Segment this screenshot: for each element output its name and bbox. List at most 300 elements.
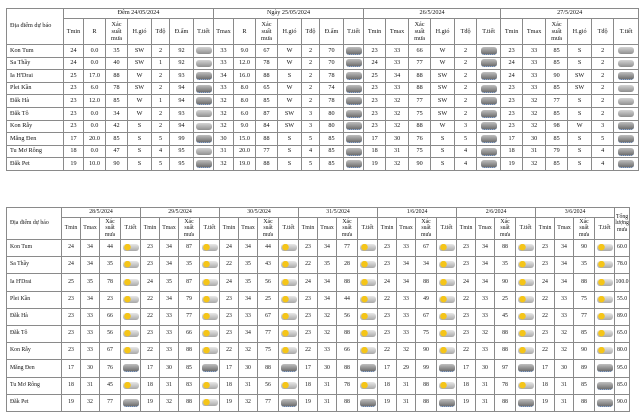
data-cell: 32: [523, 158, 546, 171]
rain-cloud-icon: [481, 148, 497, 156]
data-cell: 77: [574, 308, 595, 325]
partly-sunny-icon: [123, 330, 139, 337]
data-cell: 88: [495, 240, 516, 257]
column-header: Xác suất mưa: [495, 218, 516, 240]
data-cell: 33: [386, 45, 409, 58]
rain-cloud-icon: [618, 122, 634, 130]
weather-icon-cell: [121, 291, 141, 308]
data-cell: 77: [258, 325, 279, 342]
column-header: Tđộ: [152, 19, 170, 45]
data-cell: 98: [546, 120, 568, 133]
partly-sunny-icon: [281, 313, 297, 320]
partly-sunny-icon: [360, 347, 376, 354]
data-cell: 32: [81, 394, 100, 411]
data-cell: S: [568, 145, 592, 158]
data-cell: 23: [364, 45, 386, 58]
column-header: Xác suất mưa: [574, 218, 595, 240]
data-cell: 24: [299, 274, 318, 291]
data-cell: 22: [457, 291, 476, 308]
day-header: 1/6/2024: [378, 208, 457, 218]
column-header: Tđộ: [302, 19, 320, 45]
column-header: T.tiết: [279, 218, 299, 240]
rain-cloud-icon: [618, 72, 634, 80]
forecast-table-short-range: [6, 8, 639, 171]
data-cell: W: [568, 120, 592, 133]
partly-sunny-icon: [439, 261, 455, 268]
data-cell: 77: [409, 57, 431, 70]
data-cell: 2: [455, 107, 477, 120]
data-cell: 19: [64, 158, 84, 171]
data-cell: 30: [239, 360, 258, 377]
data-cell: 23: [220, 325, 239, 342]
data-cell: 90: [574, 240, 595, 257]
data-cell: S: [128, 158, 152, 171]
data-cell: 32: [214, 120, 234, 133]
data-cell: 24: [536, 274, 555, 291]
data-cell: 22: [378, 291, 397, 308]
partly-sunny-icon: [360, 261, 376, 268]
column-header: Tmin: [501, 19, 523, 45]
data-cell: 19: [536, 394, 555, 411]
data-cell: 0.0: [84, 120, 106, 133]
weather-icon-cell: [344, 57, 364, 70]
weather-icon-cell: [121, 394, 141, 411]
weather-icon-cell: [595, 274, 615, 291]
data-cell: 19: [220, 394, 239, 411]
column-header: H.gió: [128, 19, 152, 45]
weather-icon-cell: [437, 308, 457, 325]
partly-sunny-icon: [518, 279, 534, 286]
data-cell: SW: [568, 70, 592, 83]
location-name: Đăk Tô: [7, 107, 64, 120]
data-cell: 95: [170, 158, 194, 171]
data-cell: 22: [220, 257, 239, 274]
data-cell: 23: [501, 107, 523, 120]
data-cell: 28: [337, 257, 358, 274]
weather-icon-cell: [437, 257, 457, 274]
data-cell: 32: [386, 120, 409, 133]
data-cell: 5: [302, 158, 320, 171]
weather-icon-cell: [358, 291, 378, 308]
data-cell: 34: [160, 291, 179, 308]
data-cell: 24: [141, 274, 160, 291]
data-cell: 88: [409, 120, 431, 133]
table-row: [7, 107, 639, 120]
weather-icon-cell: [194, 82, 214, 95]
location-name: Plei Kần: [7, 291, 62, 308]
weather-icon-cell: [194, 95, 214, 108]
data-cell: 78: [256, 57, 278, 70]
data-cell: 45: [495, 308, 516, 325]
data-cell: 24: [220, 240, 239, 257]
table-row: [7, 145, 639, 158]
data-cell: SW: [431, 107, 455, 120]
data-cell: 24: [64, 57, 84, 70]
total-rain-cell: 89.0: [615, 308, 630, 325]
partly-sunny-icon: [360, 296, 376, 303]
partly-sunny-icon: [439, 313, 455, 320]
data-cell: 47: [106, 145, 128, 158]
data-cell: 40: [106, 57, 128, 70]
partly-sunny-icon: [202, 347, 218, 354]
data-cell: 10.0: [84, 158, 106, 171]
data-cell: 23: [141, 325, 160, 342]
data-cell: 30: [555, 360, 574, 377]
data-cell: 3: [302, 107, 320, 120]
data-cell: 95: [170, 145, 194, 158]
data-cell: 33: [160, 325, 179, 342]
data-cell: 88: [409, 82, 431, 95]
data-cell: 67: [100, 343, 121, 360]
weather-icon-cell: [614, 107, 639, 120]
data-cell: 31: [476, 394, 495, 411]
data-cell: 23: [457, 240, 476, 257]
data-cell: 75: [574, 291, 595, 308]
data-cell: 85: [320, 133, 344, 146]
weather-icon-cell: [516, 325, 536, 342]
data-cell: 78: [100, 274, 121, 291]
data-cell: 22: [536, 291, 555, 308]
data-cell: 85: [320, 158, 344, 171]
location-name: Tu Mơ Rông: [7, 377, 62, 394]
data-cell: 88: [106, 70, 128, 83]
data-cell: 23: [64, 107, 84, 120]
partly-sunny-icon: [597, 261, 613, 268]
data-cell: 33: [81, 325, 100, 342]
cloudy-icon: [196, 47, 212, 54]
rain-cloud-icon: [597, 382, 613, 390]
column-header: T.tiết: [614, 19, 639, 45]
data-cell: 31: [214, 145, 234, 158]
data-cell: 94: [170, 95, 194, 108]
data-cell: 17: [457, 360, 476, 377]
weather-icon-cell: [200, 291, 220, 308]
weather-icon-cell: [200, 240, 220, 257]
data-cell: 87: [179, 240, 200, 257]
table-row: [7, 257, 630, 274]
weather-icon-cell: [344, 120, 364, 133]
data-cell: S: [568, 45, 592, 58]
data-cell: 5: [592, 133, 614, 146]
data-cell: 43: [258, 257, 279, 274]
data-cell: 12.0: [84, 95, 106, 108]
data-cell: 42: [106, 120, 128, 133]
data-cell: 34: [555, 257, 574, 274]
weather-icon-cell: [194, 158, 214, 171]
data-cell: 85: [546, 82, 568, 95]
weather-icon-cell: [279, 257, 299, 274]
location-name: Kon Rẫy: [7, 120, 64, 133]
data-cell: 67: [416, 240, 437, 257]
data-cell: 29: [397, 360, 416, 377]
data-cell: 90: [416, 343, 437, 360]
table-row: [7, 360, 630, 377]
data-cell: 19.0: [234, 158, 256, 171]
total-rain-cell: 80.0: [615, 343, 630, 360]
weather-icon-cell: [614, 158, 639, 171]
column-header: Tmax: [523, 19, 546, 45]
partly-sunny-icon: [597, 296, 613, 303]
data-cell: 32: [476, 325, 495, 342]
rain-cloud-icon: [346, 97, 362, 105]
location-name: Đăk Tô: [7, 325, 62, 342]
data-cell: 24: [378, 274, 397, 291]
partly-sunny-icon: [597, 347, 613, 354]
data-cell: 33: [214, 82, 234, 95]
column-header: H.gió: [278, 19, 302, 45]
data-cell: 56: [258, 274, 279, 291]
data-cell: 67: [416, 308, 437, 325]
partly-sunny-icon: [439, 382, 455, 389]
weather-icon-cell: [200, 274, 220, 291]
location-name: Đăk Hà: [7, 308, 62, 325]
weather-icon-cell: [358, 240, 378, 257]
column-header: Đ.ẩm: [170, 19, 194, 45]
column-header: Tmax: [397, 218, 416, 240]
rain-cloud-icon: [123, 364, 139, 372]
weather-icon-cell: [595, 240, 615, 257]
data-cell: SW: [568, 82, 592, 95]
column-header: Xác suất mưa: [179, 218, 200, 240]
data-cell: 34: [318, 274, 337, 291]
weather-icon-cell: [279, 274, 299, 291]
data-cell: 77: [546, 95, 568, 108]
weather-icon-cell: [516, 308, 536, 325]
data-cell: 34: [555, 274, 574, 291]
partly-sunny-icon: [518, 347, 534, 354]
data-cell: 88: [574, 274, 595, 291]
partly-sunny-icon: [439, 330, 455, 337]
weather-icon-cell: [516, 343, 536, 360]
data-cell: 23: [501, 82, 523, 95]
data-cell: 2: [152, 82, 170, 95]
data-cell: 17.0: [84, 70, 106, 83]
rain-cloud-icon: [439, 364, 455, 372]
data-cell: 23: [100, 291, 121, 308]
data-cell: 66: [337, 343, 358, 360]
data-cell: 34: [555, 240, 574, 257]
data-cell: 2: [152, 70, 170, 83]
data-cell: 33: [386, 57, 409, 70]
data-cell: 31: [397, 377, 416, 394]
partly-sunny-icon: [597, 244, 613, 251]
data-cell: S: [128, 120, 152, 133]
data-cell: 2: [455, 70, 477, 83]
data-cell: 17: [64, 133, 84, 146]
partly-sunny-icon: [597, 330, 613, 337]
data-cell: 12.0: [234, 57, 256, 70]
weather-icon-cell: [194, 145, 214, 158]
location-name: Đăk Hà: [7, 95, 64, 108]
weather-icon-cell: [200, 257, 220, 274]
column-header: Xác suất mưa: [106, 19, 128, 45]
data-cell: 31: [555, 394, 574, 411]
column-header: Tmax: [318, 218, 337, 240]
data-cell: 76: [100, 360, 121, 377]
weather-icon-cell: [344, 45, 364, 58]
data-cell: 77: [258, 394, 279, 411]
partly-sunny-icon: [360, 244, 376, 251]
partly-sunny-icon: [123, 296, 139, 303]
data-cell: 31: [318, 394, 337, 411]
data-cell: SW: [128, 82, 152, 95]
data-cell: 33: [160, 308, 179, 325]
data-cell: 88: [495, 325, 516, 342]
weather-icon-cell: [614, 82, 639, 95]
data-cell: 77: [179, 308, 200, 325]
weather-icon-cell: [595, 291, 615, 308]
data-cell: 33: [555, 291, 574, 308]
data-cell: W: [431, 57, 455, 70]
data-cell: 88: [256, 70, 278, 83]
weather-icon-cell: [200, 360, 220, 377]
data-cell: 0.0: [84, 45, 106, 58]
data-cell: S: [278, 145, 302, 158]
total-rain-cell: 55.0: [615, 291, 630, 308]
weather-icon-cell: [595, 360, 615, 377]
weather-icon-cell: [516, 394, 536, 411]
column-header: Tmin: [220, 218, 239, 240]
weather-icon-cell: [477, 158, 501, 171]
data-cell: 2: [152, 45, 170, 58]
location-name: Măng Đen: [7, 360, 62, 377]
data-cell: 32: [318, 325, 337, 342]
table-row: [7, 82, 639, 95]
location-name: Ia H'Drai: [7, 274, 62, 291]
data-cell: 18: [364, 145, 386, 158]
weather-icon-cell: [121, 257, 141, 274]
data-cell: 33: [239, 308, 258, 325]
data-cell: 88: [337, 360, 358, 377]
column-header: Tmin: [141, 218, 160, 240]
data-cell: 67: [256, 45, 278, 58]
data-cell: W: [278, 82, 302, 95]
data-cell: 67: [258, 308, 279, 325]
data-cell: 56: [100, 325, 121, 342]
data-cell: 34: [476, 274, 495, 291]
data-cell: 34: [239, 240, 258, 257]
data-cell: 33: [476, 343, 495, 360]
data-cell: 19: [299, 394, 318, 411]
data-cell: 2: [455, 45, 477, 58]
data-cell: 2: [592, 95, 614, 108]
column-header: Xác suất mưa: [337, 218, 358, 240]
weather-icon-cell: [279, 360, 299, 377]
weather-icon-cell: [279, 377, 299, 394]
data-cell: 31: [81, 377, 100, 394]
data-cell: 85: [106, 95, 128, 108]
weather-icon-cell: [477, 145, 501, 158]
weather-icon-cell: [477, 45, 501, 58]
weather-icon-cell: [194, 57, 214, 70]
data-cell: 32: [555, 325, 574, 342]
data-cell: 31: [397, 394, 416, 411]
data-cell: 90: [409, 158, 431, 171]
data-cell: 4: [455, 145, 477, 158]
location-name: Măng Đen: [7, 133, 64, 146]
data-cell: 33: [397, 291, 416, 308]
data-cell: 33: [523, 45, 546, 58]
data-cell: 23: [64, 82, 84, 95]
location-header: Địa điểm dự báo: [7, 9, 64, 45]
weather-icon-cell: [595, 343, 615, 360]
data-cell: 33: [397, 240, 416, 257]
data-cell: W: [431, 120, 455, 133]
data-cell: 44: [337, 291, 358, 308]
data-cell: 17: [141, 360, 160, 377]
weather-icon-cell: [194, 107, 214, 120]
data-cell: S: [568, 133, 592, 146]
data-cell: 23: [299, 240, 318, 257]
data-cell: 23: [457, 308, 476, 325]
cloudy-icon: [196, 110, 212, 117]
day-header: 31/5/2024: [299, 208, 378, 218]
data-cell: 23: [378, 240, 397, 257]
data-cell: 32: [214, 95, 234, 108]
data-cell: 23: [457, 325, 476, 342]
weather-icon-cell: [358, 343, 378, 360]
location-name: Sa Thầy: [7, 257, 62, 274]
data-cell: 24: [62, 257, 81, 274]
column-header: Tmax: [555, 218, 574, 240]
weather-icon-cell: [121, 343, 141, 360]
column-header: Tmax: [239, 218, 258, 240]
data-cell: 1: [152, 57, 170, 70]
data-cell: 34: [318, 291, 337, 308]
data-cell: 19: [141, 394, 160, 411]
total-rain-cell: 95.0: [615, 360, 630, 377]
data-cell: 30: [214, 133, 234, 146]
partly-sunny-icon: [123, 279, 139, 286]
column-header: Xác suất mưa: [258, 218, 279, 240]
data-cell: 18: [457, 377, 476, 394]
data-cell: 23: [536, 325, 555, 342]
data-cell: 2: [302, 57, 320, 70]
weather-icon-cell: [200, 308, 220, 325]
data-cell: 15.0: [234, 133, 256, 146]
day-header: 27/5/2024: [501, 9, 639, 19]
weather-icon-cell: [194, 45, 214, 58]
data-cell: 18: [62, 377, 81, 394]
data-cell: 35: [495, 257, 516, 274]
data-cell: 16.0: [234, 70, 256, 83]
partly-sunny-icon: [202, 279, 218, 286]
rain-cloud-icon: [481, 85, 497, 93]
data-cell: 23: [364, 82, 386, 95]
data-cell: 83: [179, 377, 200, 394]
weather-icon-cell: [344, 70, 364, 83]
table-row: [7, 377, 630, 394]
data-cell: 4: [152, 145, 170, 158]
data-cell: 88: [256, 133, 278, 146]
rain-cloud-icon: [597, 399, 613, 407]
data-cell: 24: [64, 45, 84, 58]
partly-sunny-icon: [281, 330, 297, 337]
data-cell: 85: [546, 158, 568, 171]
data-cell: 85: [574, 377, 595, 394]
data-cell: 32: [160, 394, 179, 411]
location-name: Ia H'Drai: [7, 70, 64, 83]
data-cell: 32: [214, 107, 234, 120]
partly-sunny-icon: [202, 244, 218, 251]
partly-sunny-icon: [597, 279, 613, 286]
data-cell: 5: [455, 133, 477, 146]
weather-icon-cell: [279, 308, 299, 325]
data-cell: SW: [431, 70, 455, 83]
rain-cloud-icon: [346, 148, 362, 156]
weather-icon-cell: [437, 343, 457, 360]
forecast-table-extended-range: [6, 207, 630, 412]
